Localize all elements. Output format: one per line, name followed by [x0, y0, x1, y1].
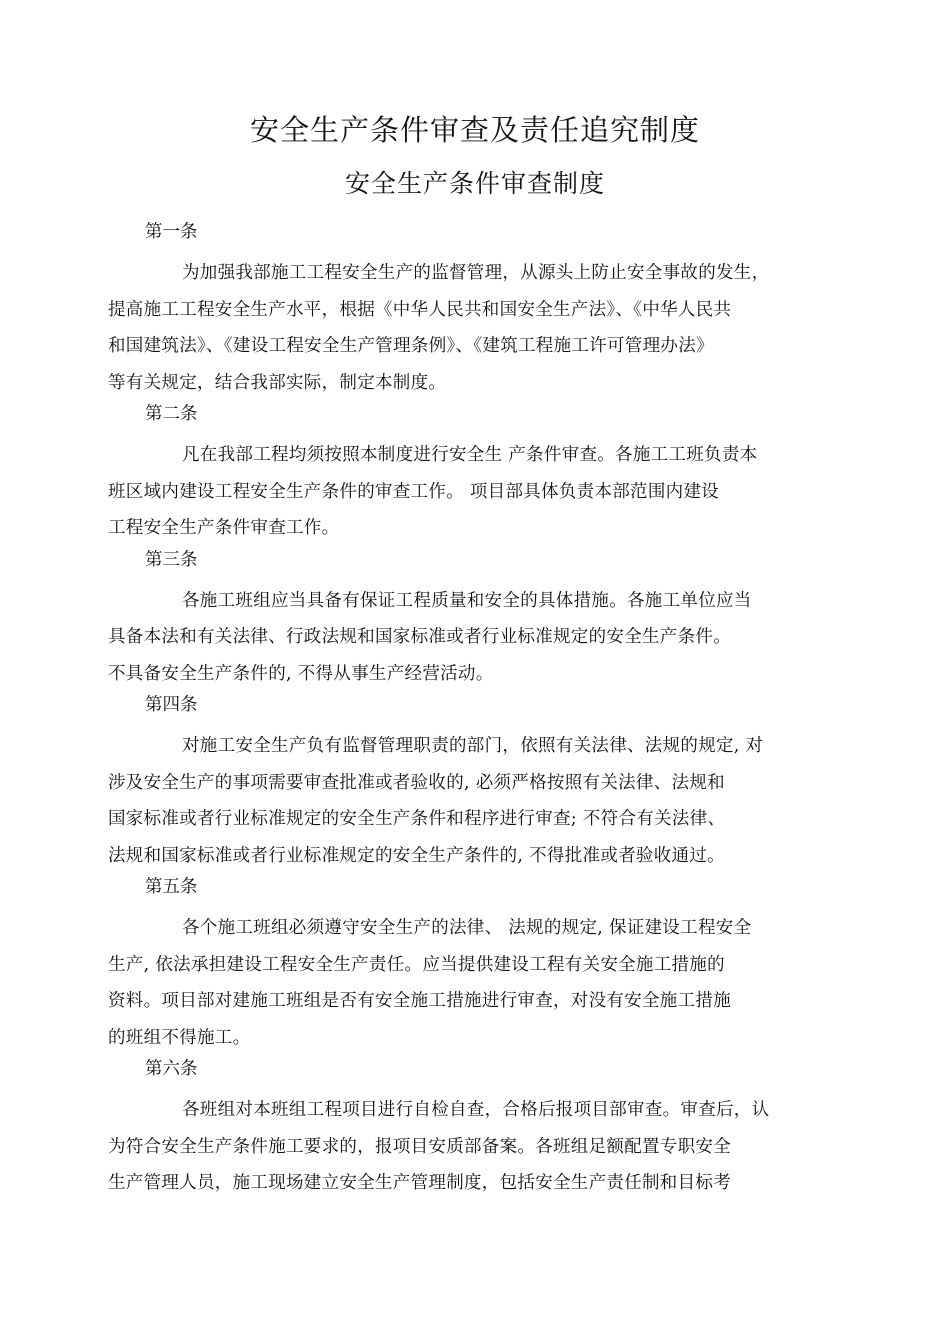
paragraph-line: 各施工班组应当具备有保证工程质量和安全的具体措施。各施工单位应当: [182, 590, 752, 611]
article-heading: 第三条: [145, 549, 198, 570]
article-paragraph: [108, 1092, 825, 1202]
paragraph-line: 涉及安全生产的事项需要审查批准或者验收的, 必须严格按照有关法律、法规和: [108, 772, 725, 793]
paragraph-line: 凡在我部工程均须按照本制度进行安全生 产条件审查。各施工工班负责本: [182, 445, 758, 465]
paragraph-line: 生产管理人员，施工现场建立安全生产管理制度，包括安全生产责任制和目标考: [108, 1173, 731, 1193]
article-heading: 第一条: [145, 222, 198, 242]
article-paragraph: [108, 583, 825, 693]
paragraph-line: 为符合安全生产条件施工要求的，报项目安质部备案。各班组足额配置专职安全: [108, 1136, 731, 1157]
document-body: [108, 219, 825, 1202]
paragraph-line: 法规和国家标准或者行业标准规定的安全生产条件的, 不得批准或者验收通过。: [108, 845, 725, 866]
article: [108, 547, 825, 693]
paragraph-line: 为加强我部施工工程安全生产的监督管理，从源头上防止安全事故的发生，: [182, 263, 770, 283]
article-paragraph: [108, 437, 825, 547]
paragraph-line: 生产, 依法承担建设工程安全生产责任。应当提供建设工程有关安全施工措施的: [108, 954, 725, 975]
article-heading: 第六条: [145, 1059, 198, 1079]
paragraph-line: 的班组不得施工。: [108, 1027, 251, 1048]
paragraph-line: 各个施工班组必须遵守安全生产的法律、 法规的规定, 保证建设工程安全: [182, 918, 752, 938]
document-title: 安全生产条件审查及责任追究制度: [249, 113, 700, 147]
document-subtitle: 安全生产条件审查制度: [344, 169, 605, 198]
paragraph-line: 等有关规定，结合我部实际，制定本制度。: [108, 372, 447, 393]
paragraph-line: 国家标准或者行业标准规定的安全生产条件和程序进行审查; 不符合有关法律、: [108, 809, 726, 829]
paragraph-line: 具备本法和有关法律、行政法规和国家标准或者行业标准规定的安全生产条件。: [108, 627, 731, 647]
article: [108, 401, 825, 547]
paragraph-line: 各班组对本班组工程项目进行自检自查，合格后报项目部审查。审查后，认: [182, 1100, 770, 1120]
article: [108, 874, 825, 1056]
article-heading: 第二条: [145, 404, 198, 424]
article-paragraph: [108, 255, 825, 401]
paragraph-line: 班区域内建设工程安全生产条件的审查工作。 项目部具体负责本部范围内建设: [108, 481, 720, 502]
paragraph-line: 不具备安全生产条件的, 不得从事生产经营活动。: [108, 663, 494, 684]
paragraph-line: 资料。项目部对建施工班组是否有安全施工措施进行审查，对没有安全施工措施: [108, 991, 731, 1011]
paragraph-line: 对施工安全生产负有监督管理职责的部门，依照有关法律、法规的规定, 对: [182, 736, 764, 756]
article: [108, 219, 825, 401]
article-paragraph: [108, 728, 825, 874]
paragraph-line: 工程安全生产条件审查工作。: [108, 518, 340, 538]
article: [108, 1056, 825, 1202]
article: [108, 692, 825, 874]
article-heading: 第四条: [145, 695, 198, 715]
article-paragraph: [108, 910, 825, 1056]
paragraph-line: 和国建筑法》、《建设工程安全生产管理条例》、《建筑工程施工许可管理办法》: [108, 336, 714, 356]
paragraph-line: 提高施工工程安全生产水平，根据《中华人民共和国安全生产法》、《中华人民共: [108, 299, 732, 320]
article-heading: 第五条: [145, 877, 198, 897]
